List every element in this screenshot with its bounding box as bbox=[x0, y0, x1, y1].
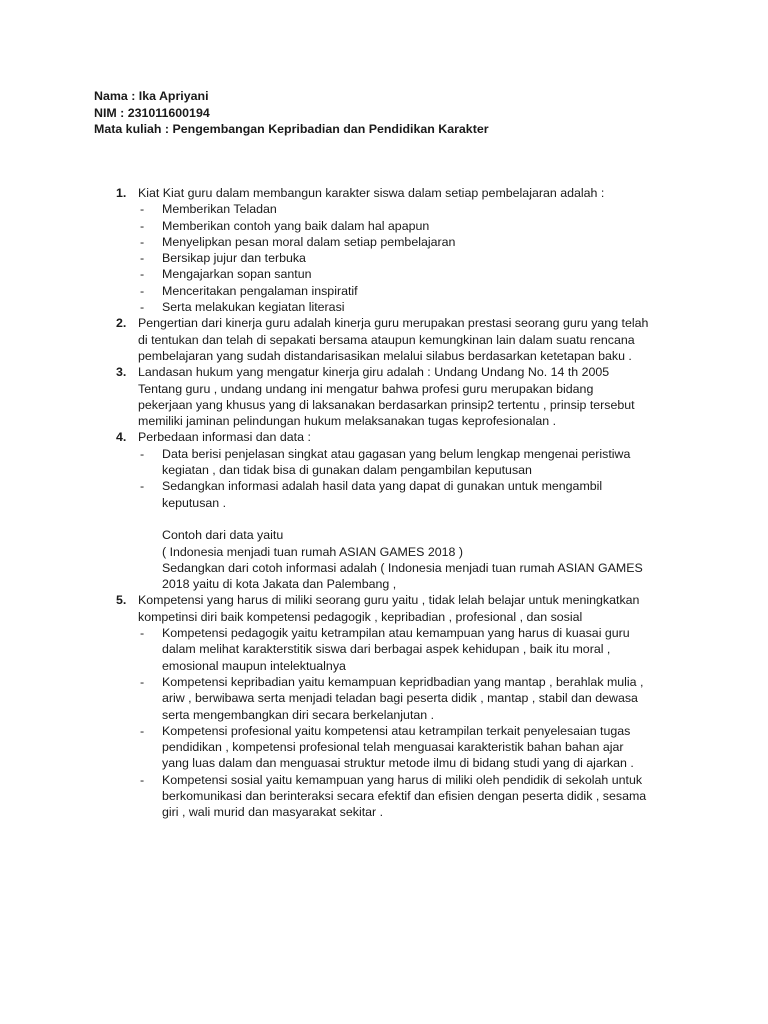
list-item bbox=[116, 364, 676, 429]
item-number: 2. bbox=[116, 316, 127, 331]
bullet-dash: - bbox=[140, 626, 145, 641]
bullet-text-line: Mengajarkan sopan santun bbox=[162, 267, 312, 282]
bullet-text-line: pendidikan , kompetensi profesional telah menguasai karakteristik bahan bahan ajar bbox=[162, 740, 624, 755]
bullet-item bbox=[138, 283, 676, 299]
bullet-text-line: Kompetensi sosial yaitu kemampuan yang harus di miliki oleh pendidik di sekolah untuk bbox=[162, 772, 643, 787]
bullet-dash: - bbox=[140, 300, 145, 315]
answer-list bbox=[116, 185, 676, 821]
bullet-text-line: Kompetensi pedagogik yaitu ketrampilan atau kemampuan yang harus di kuasai guru bbox=[162, 626, 630, 641]
bullet-text-line: Serta melakukan kegiatan literasi bbox=[162, 300, 345, 315]
bullet-item bbox=[138, 478, 676, 511]
bullet-dash: - bbox=[140, 674, 145, 689]
item-text-line: Tentang guru , undang undang ini mengatur bahwa profesi guru merupakan bidang bbox=[138, 381, 594, 396]
bullet-text-line: Bersikap jujur dan terbuka bbox=[162, 251, 306, 266]
bullet-dash: - bbox=[140, 234, 145, 249]
list-item bbox=[116, 429, 676, 592]
example-block bbox=[138, 527, 676, 592]
bullet-text-line: Kompetensi profesional yaitu kompetensi atau ketrampilan terkait penyelesaian tugas bbox=[162, 723, 631, 738]
bullet-text-line: ariw , berwibawa serta menjadi teladan bagi peserta didik , mantap , stabil dan dewasa bbox=[162, 691, 638, 706]
student-name: Nama : Ika Apriyani bbox=[94, 89, 209, 103]
document-header bbox=[94, 88, 694, 138]
bullet-item bbox=[138, 446, 676, 479]
bullet-item bbox=[138, 250, 676, 266]
bullet-text-line: yang luas dalam dan menguasai struktur metode ilmu di bidang studi yang di ajarkan . bbox=[162, 756, 634, 771]
bullet-text-line: Menceritakan pengalaman inspiratif bbox=[162, 283, 358, 298]
bullet-item bbox=[138, 266, 676, 282]
example-line: Contoh dari data yaitu bbox=[162, 528, 284, 543]
item-text-line: Landasan hukum yang mengatur kinerja giru adalah : Undang Undang No. 14 th 2005 bbox=[138, 365, 610, 380]
item-number: 4. bbox=[116, 430, 127, 445]
item-text-line: Pengertian dari kinerja guru adalah kinerja guru merupakan prestasi seorang guru yang telah bbox=[138, 316, 649, 331]
bullet-text-line: Kompetensi kepribadian yaitu kemampuan kepridbadian yang mantap , berahlak mulia , bbox=[162, 674, 644, 689]
bullet-text-line: giri , wali murid dan masyarakat sekitar . bbox=[162, 805, 384, 820]
bullet-text-line: serta mengembangkan diri secara berkelanjutan . bbox=[162, 707, 435, 722]
bullet-text-line: berkomunikasi dan berinteraksi secara efektif dan efisien dengan peserta didik , sesama bbox=[162, 788, 647, 803]
bullet-dash: - bbox=[140, 479, 145, 494]
item-number: 5. bbox=[116, 593, 127, 608]
blank-line bbox=[138, 511, 676, 527]
item-number: 1. bbox=[116, 186, 127, 200]
bullet-text-line: kegiatan , dan tidak bisa di gunakan dalam pengambilan keputusan bbox=[162, 463, 532, 478]
bullet-item bbox=[138, 723, 676, 772]
bullet-dash: - bbox=[140, 251, 145, 266]
bullet-item bbox=[138, 772, 676, 821]
list-item bbox=[116, 185, 676, 315]
item-text-line: Perbedaan informasi dan data : bbox=[138, 430, 311, 445]
example-line: 2018 yaitu di kota Jakata dan Palembang , bbox=[162, 577, 397, 592]
bullet-item bbox=[138, 625, 676, 674]
bullet-item bbox=[138, 218, 676, 234]
list-item bbox=[116, 315, 676, 364]
item-text-line: memiliki jaminan pelindungan hukum melaksanakan tugas keprofesionalan . bbox=[138, 414, 557, 429]
item-text-line: kompetinsi diri baik kompetensi pedagogik , kepribadian , profesional , dan sosial bbox=[138, 609, 583, 624]
bullet-text-line: Data berisi penjelasan singkat atau gagasan yang belum lengkap mengenai peristiwa bbox=[162, 446, 631, 461]
example-line: ( Indonesia menjadi tuan rumah ASIAN GAMES 2018 ) bbox=[162, 544, 463, 559]
item-text-line: Kompetensi yang harus di miliki seorang guru yaitu , tidak lelah belajar untuk meningkatkan bbox=[138, 593, 640, 608]
list-item bbox=[116, 592, 676, 820]
bullet-text-line: emosional maupun intelektualnya bbox=[162, 658, 346, 673]
bullet-text-line: Memberikan Teladan bbox=[162, 202, 277, 217]
bullet-dash: - bbox=[140, 723, 145, 738]
bullet-dash: - bbox=[140, 446, 145, 461]
bullet-item bbox=[138, 201, 676, 217]
item-text-line: pekerjaan yang khusus yang di laksanakan berdasarkan prinsip2 tertentu , prinsip tersebut bbox=[138, 397, 635, 412]
item-text-line: di tentukan dan telah di sepakati bersama ataupun kemungkinan lain dalam suatu rencana bbox=[138, 332, 635, 347]
item-number: 3. bbox=[116, 365, 127, 380]
course-name: Mata kuliah : Pengembangan Kepribadian dan Pendidikan Karakter bbox=[94, 122, 489, 136]
bullet-dash: - bbox=[140, 283, 145, 298]
item-text-line: Kiat Kiat guru dalam membangun karakter siswa dalam setiap pembelajaran adalah : bbox=[138, 186, 605, 200]
student-nim: NIM : 231011600194 bbox=[94, 105, 210, 120]
bullet-item bbox=[138, 234, 676, 250]
item-text-line: pembelajaran yang sudah distandarisasikan melalui silabus berdasarkan ketetapan baku . bbox=[138, 348, 632, 363]
bullet-text-line: Menyelipkan pesan moral dalam setiap pembelajaran bbox=[162, 234, 456, 249]
example-line: Sedangkan dari cotoh informasi adalah ( Indonesia menjadi tuan rumah ASIAN GAMES bbox=[162, 560, 643, 575]
bullet-text-line: Sedangkan informasi adalah hasil data yang dapat di gunakan untuk mengambil bbox=[162, 479, 603, 494]
bullet-dash: - bbox=[140, 772, 145, 787]
bullet-text-line: keputusan . bbox=[162, 495, 227, 510]
bullet-text-line: dalam melihat karakterstitik siswa dari berbagai aspek kehidupan , baik itu moral , bbox=[162, 642, 611, 657]
bullet-text-line: Memberikan contoh yang baik dalam hal apapun bbox=[162, 218, 430, 233]
bullet-dash: - bbox=[140, 267, 145, 282]
bullet-dash: - bbox=[140, 218, 145, 233]
bullet-dash: - bbox=[140, 202, 145, 217]
bullet-item bbox=[138, 674, 676, 723]
bullet-item bbox=[138, 299, 676, 315]
